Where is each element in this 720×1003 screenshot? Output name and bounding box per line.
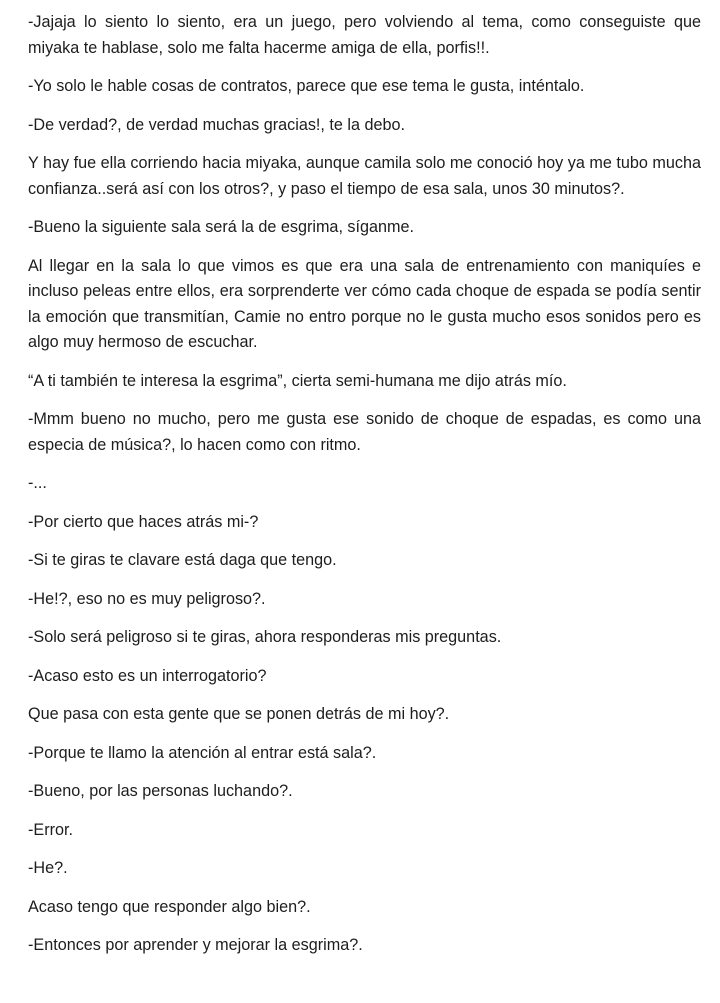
paragraph: -Si te giras te clavare está daga que tengo.: [28, 551, 337, 569]
paragraph: -Error.: [28, 820, 73, 839]
paragraph: -Por cierto que haces atrás mi-?: [28, 512, 259, 531]
paragraph: Que pasa con esta gente que se ponen detrás de mi hoy?.: [28, 705, 450, 723]
paragraph: -Acaso esto es un interrogatorio?: [28, 666, 267, 685]
paragraph: -He?.: [28, 859, 68, 877]
paragraph: -Bueno, por las personas luchando?.: [28, 782, 293, 800]
paragraph: Al llegar en la sala lo que vimos es que era una sala de entrenamiento con maniquíes e incluso peleas entre ellos, era sorprenderte ver cómo cada choque de espada se podía sentir la emoción que transmitían, Camie no entro porque no le gusta mucho esos sonidos pero es algo muy hermoso de escuchar.: [28, 256, 701, 351]
paragraph: Acaso tengo que responder algo bien?.: [28, 897, 311, 916]
paragraph: -Jajaja lo siento lo siento, era un juego, pero volviendo al tema, como conseguiste que miyaka te hablase, solo me falta hacerme amiga de ella, porfis!!.: [28, 13, 701, 57]
paragraph: -...: [28, 474, 47, 492]
paragraph: “A ti también te interesa la esgrima”, cierta semi-humana me dijo atrás mío.: [28, 371, 567, 390]
paragraph: Y hay fue ella corriendo hacia miyaka, aunque camila solo me conoció hoy ya me tubo mucha confianza..será así con los otros?, y paso el tiempo de esa sala, unos 30 minutos?.: [28, 154, 701, 198]
document-body: [28, 10, 701, 972]
paragraph: -Solo será peligroso si te giras, ahora responderas mis preguntas.: [28, 628, 502, 646]
paragraph: -Bueno la siguiente sala será la de esgrima, síganme.: [28, 218, 415, 236]
paragraph: -He!?, eso no es muy peligroso?.: [28, 589, 266, 608]
paragraph: -Mmm bueno no mucho, pero me gusta ese sonido de choque de espadas, es como una especia de música?, lo hacen como con ritmo.: [28, 410, 701, 454]
paragraph: -Entonces por aprender y mejorar la esgrima?.: [28, 936, 363, 954]
paragraph: -De verdad?, de verdad muchas gracias!, te la debo.: [28, 115, 406, 134]
paragraph: -Yo solo le hable cosas de contratos, parece que ese tema le gusta, inténtalo.: [28, 77, 585, 95]
paragraph: -Porque te llamo la atención al entrar está sala?.: [28, 743, 377, 762]
